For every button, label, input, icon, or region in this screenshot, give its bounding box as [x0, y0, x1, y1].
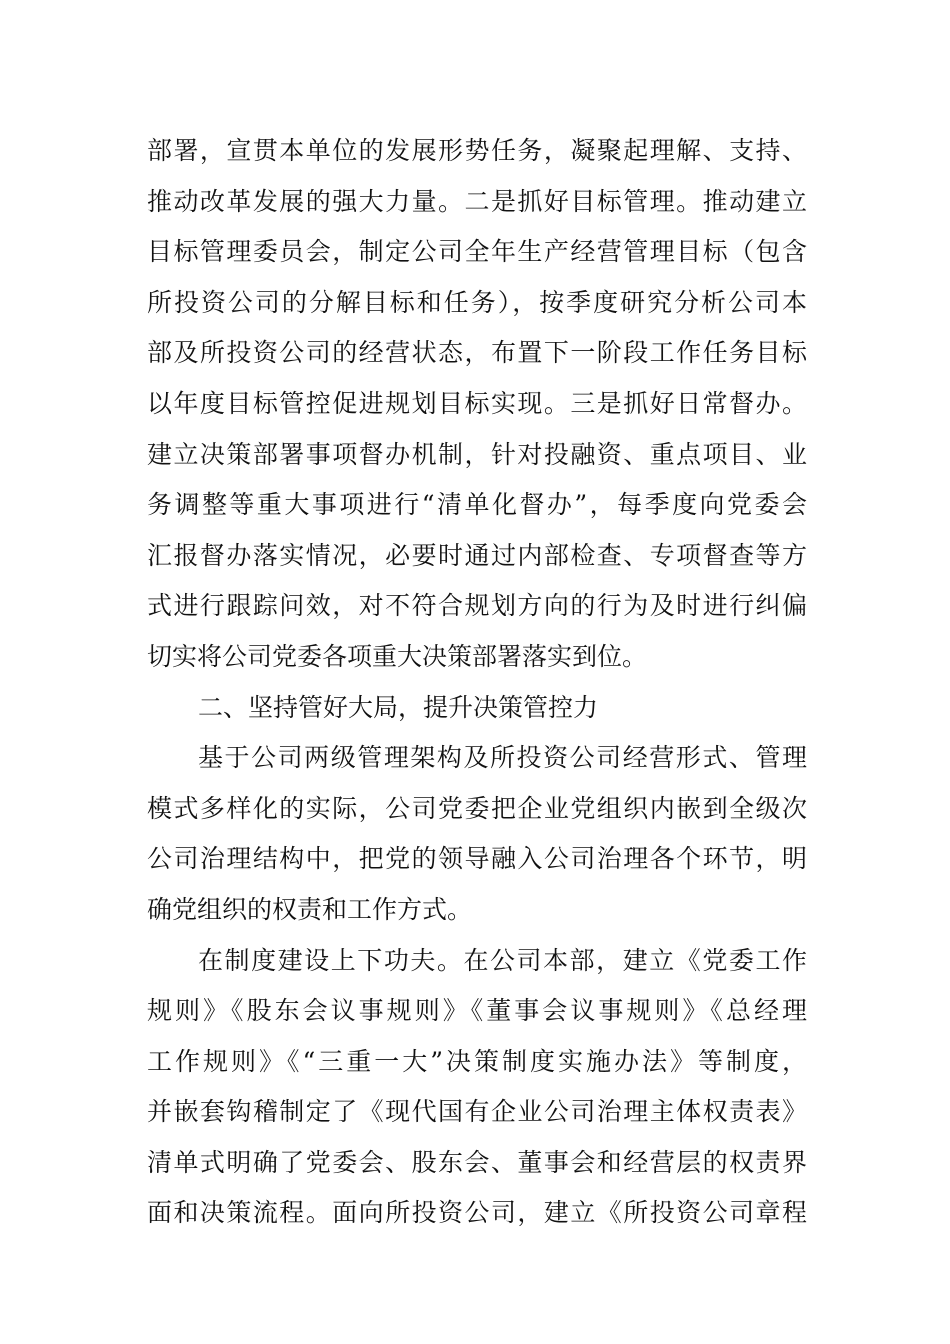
- text-line: 公司治理结构中，把党的领导融入公司治理各个环节，明: [147, 844, 807, 874]
- text-line: 汇报督办落实情况，必要时通过内部检查、专项督查等方: [147, 540, 807, 570]
- paragraph-first-line: 在制度建设上下功夫。在公司本部，建立《党委工作: [198, 945, 807, 975]
- text-line: 面和决策流程。面向所投资公司，建立《所投资公司章程: [147, 1198, 807, 1228]
- text-line: 模式多样化的实际，公司党委把企业党组织内嵌到全级次: [147, 793, 807, 823]
- text-line: 式进行跟踪问效，对不符合规划方向的行为及时进行纠偏: [147, 591, 807, 621]
- text-line: 清单式明确了党委会、股东会、董事会和经营层的权责界: [147, 1147, 807, 1177]
- text-line: 推动改革发展的强大力量。二是抓好目标管理。推动建立: [147, 186, 807, 216]
- paragraph-first-line: 基于公司两级管理架构及所投资公司经营形式、管理: [198, 743, 807, 773]
- text-line: 部及所投资公司的经营状态，布置下一阶段工作任务目标: [147, 338, 807, 368]
- text-line: 工作规则》《“三重一大”决策制度实施办法》等制度，: [147, 1046, 807, 1076]
- text-line: 并嵌套钩稽制定了《现代国有企业公司治理主体权责表》: [147, 1097, 807, 1127]
- section-heading: 二、坚持管好大局，提升决策管控力: [198, 692, 599, 722]
- text-line: 以年度目标管控促进规划目标实现。三是抓好日常督办。: [147, 388, 807, 418]
- text-line: 切实将公司党委各项重大决策部署落实到位。: [147, 641, 648, 671]
- text-line: 确党组织的权责和工作方式。: [147, 894, 473, 924]
- text-line: 规则》《股东会议事规则》《董事会议事规则》《总经理: [147, 996, 807, 1026]
- text-line: 务调整等重大事项进行“清单化督办”，每季度向党委会: [147, 490, 807, 520]
- text-line: 建立决策部署事项督办机制，针对投融资、重点项目、业: [147, 439, 807, 469]
- text-line: 目标管理委员会，制定公司全年生产经营管理目标（包含: [147, 237, 807, 267]
- text-line: 部署，宣贯本单位的发展形势任务，凝聚起理解、支持、: [147, 136, 807, 165]
- body-text: [147, 126, 807, 1239]
- text-line: 所投资公司的分解目标和任务），按季度研究分析公司本: [147, 287, 807, 317]
